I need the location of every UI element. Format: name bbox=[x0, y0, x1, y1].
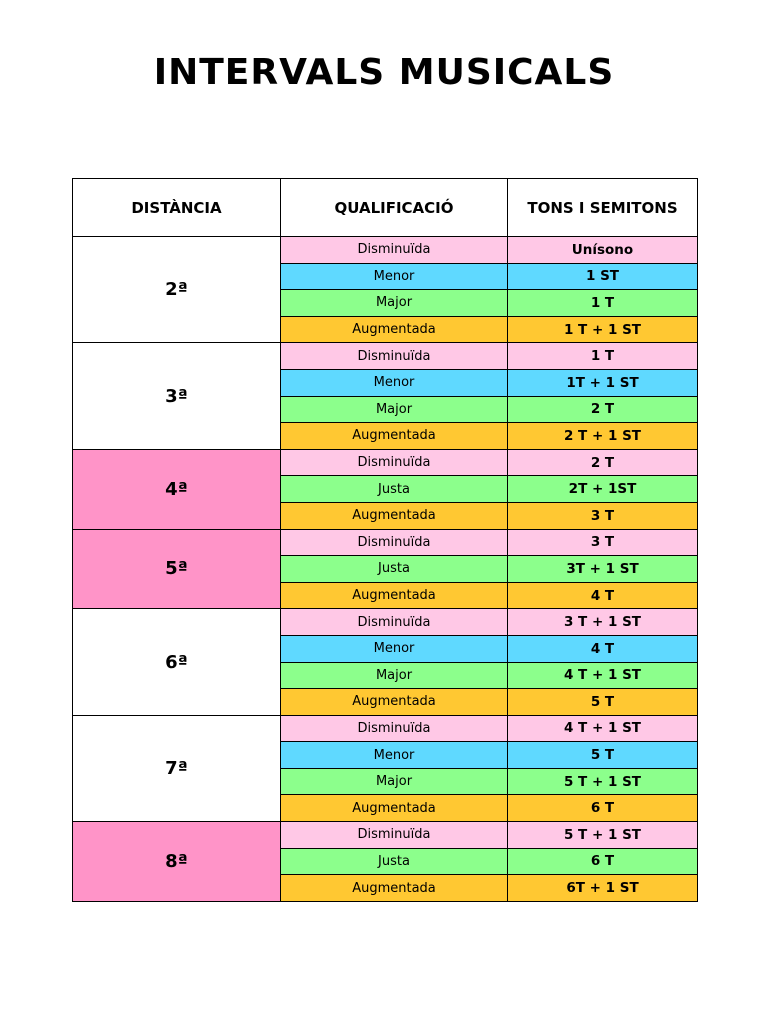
table-row bbox=[73, 237, 698, 264]
interval-quality: Major bbox=[281, 290, 508, 317]
interval-quality: Menor bbox=[281, 369, 508, 396]
interval-tones: 1T + 1 ST bbox=[508, 369, 698, 396]
interval-tones: 5 T + 1 ST bbox=[508, 822, 698, 849]
interval-quality: Disminuïda bbox=[281, 343, 508, 370]
interval-quality: Augmentada bbox=[281, 582, 508, 609]
interval-tones: 4 T bbox=[508, 635, 698, 662]
interval-tones: Unísono bbox=[508, 237, 698, 264]
interval-distance: 3ª bbox=[73, 343, 281, 449]
interval-quality: Disminuïda bbox=[281, 609, 508, 636]
interval-tones: 2T + 1ST bbox=[508, 476, 698, 503]
interval-quality: Augmentada bbox=[281, 875, 508, 902]
interval-tones: 5 T bbox=[508, 742, 698, 769]
interval-quality: Disminuïda bbox=[281, 715, 508, 742]
interval-tones: 1 T + 1 ST bbox=[508, 316, 698, 343]
interval-distance: 5ª bbox=[73, 529, 281, 609]
interval-quality: Augmentada bbox=[281, 795, 508, 822]
interval-distance: 7ª bbox=[73, 715, 281, 821]
interval-tones: 4 T + 1 ST bbox=[508, 662, 698, 689]
page-title: INTERVALS MUSICALS bbox=[153, 52, 615, 93]
interval-tones: 1 T bbox=[508, 290, 698, 317]
interval-quality: Augmentada bbox=[281, 689, 508, 716]
interval-quality: Menor bbox=[281, 742, 508, 769]
table-row bbox=[73, 609, 698, 636]
header-distance: DISTÀNCIA bbox=[73, 179, 281, 237]
interval-tones: 3 T + 1 ST bbox=[508, 609, 698, 636]
header-qualification: QUALIFICACIÓ bbox=[281, 179, 508, 237]
interval-quality: Major bbox=[281, 662, 508, 689]
interval-tones: 1 T bbox=[508, 343, 698, 370]
interval-tones: 2 T bbox=[508, 449, 698, 476]
header-row bbox=[73, 179, 698, 237]
interval-quality: Justa bbox=[281, 556, 508, 583]
interval-quality: Augmentada bbox=[281, 423, 508, 450]
interval-distance: 4ª bbox=[73, 449, 281, 529]
interval-tones: 6T + 1 ST bbox=[508, 875, 698, 902]
interval-distance: 2ª bbox=[73, 237, 281, 343]
table-row bbox=[73, 715, 698, 742]
table-row bbox=[73, 449, 698, 476]
table-row bbox=[73, 343, 698, 370]
interval-quality: Disminuïda bbox=[281, 529, 508, 556]
interval-tones: 1 ST bbox=[508, 263, 698, 290]
interval-tones: 3 T bbox=[508, 502, 698, 529]
table-row bbox=[73, 822, 698, 849]
interval-quality: Justa bbox=[281, 476, 508, 503]
intervals-body bbox=[73, 237, 698, 902]
interval-quality: Disminuïda bbox=[281, 822, 508, 849]
interval-quality: Menor bbox=[281, 263, 508, 290]
interval-tones: 6 T bbox=[508, 848, 698, 875]
interval-quality: Augmentada bbox=[281, 316, 508, 343]
table-row bbox=[73, 529, 698, 556]
header-tones: TONS I SEMITONS bbox=[508, 179, 698, 237]
interval-tones: 6 T bbox=[508, 795, 698, 822]
interval-quality: Menor bbox=[281, 635, 508, 662]
interval-distance: 6ª bbox=[73, 609, 281, 715]
interval-quality: Justa bbox=[281, 848, 508, 875]
interval-quality: Major bbox=[281, 768, 508, 795]
interval-quality: Disminuïda bbox=[281, 237, 508, 264]
interval-tones: 4 T bbox=[508, 582, 698, 609]
interval-quality: Disminuïda bbox=[281, 449, 508, 476]
interval-tones: 2 T + 1 ST bbox=[508, 423, 698, 450]
interval-tones: 5 T + 1 ST bbox=[508, 768, 698, 795]
interval-distance: 8ª bbox=[73, 822, 281, 902]
interval-tones: 2 T bbox=[508, 396, 698, 423]
interval-tones: 3T + 1 ST bbox=[508, 556, 698, 583]
intervals-table bbox=[72, 178, 698, 902]
interval-quality: Augmentada bbox=[281, 502, 508, 529]
interval-tones: 5 T bbox=[508, 689, 698, 716]
interval-quality: Major bbox=[281, 396, 508, 423]
interval-tones: 4 T + 1 ST bbox=[508, 715, 698, 742]
interval-tones: 3 T bbox=[508, 529, 698, 556]
